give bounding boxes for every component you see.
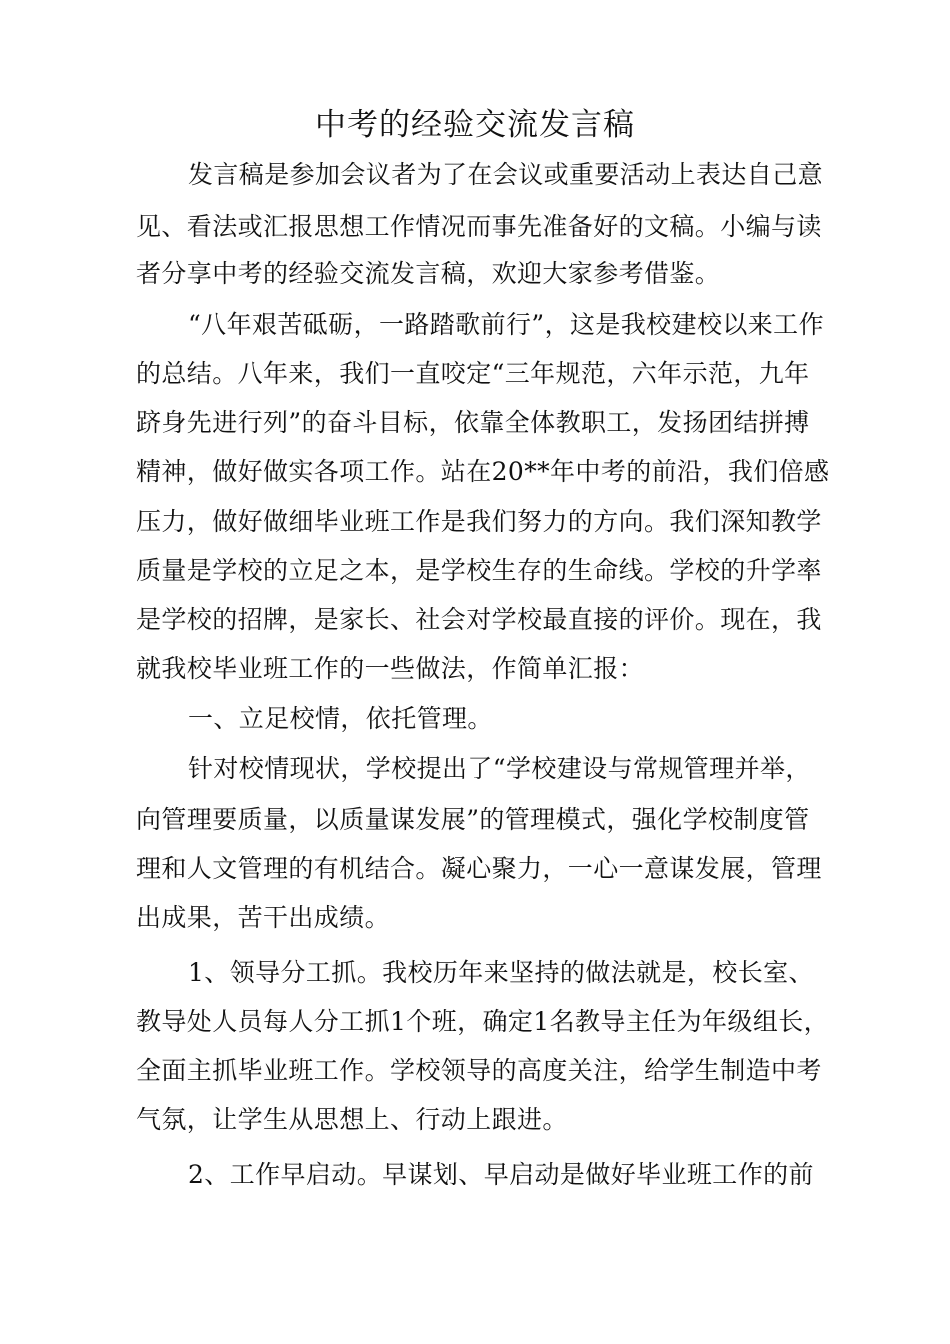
paragraph-line: 就我校毕业班工作的一些做法，作简单汇报： [136,654,645,683]
paragraph-line: 出成果，苦干出成绩。 [136,903,391,932]
paragraph-line: 是学校的招牌，是家长、社会对学校最直接的评价。现在，我 [136,605,822,634]
paragraph-line: 气氛，让学生从思想上、行动上跟进。 [136,1105,568,1134]
paragraph-line: 1、领导分工抓。我校历年来坚持的做法就是，校长室、 [188,958,814,987]
paragraph-line: 跻身先进行列”的奋斗目标，依靠全体教职工，发扬团结拼搏 [136,408,810,437]
paragraph-line: 理和人文管理的有机结合。凝心聚力，一心一意谋发展，管理 [136,854,822,883]
paragraph-line: 针对校情现状，学校提出了“学校建设与常规管理并举， [188,754,811,783]
paragraph-line: 质量是学校的立足之本，是学校生存的生命线。学校的升学率 [136,556,822,585]
paragraph-line: 精神，做好做实各项工作。站在20**年中考的前沿，我们倍感 [136,457,830,486]
paragraph-line: 向管理要质量，以质量谋发展”的管理模式，强化学校制度管 [136,805,810,834]
paragraph-line: 压力，做好做细毕业班工作是我们努力的方向。我们深知教学 [136,507,822,536]
paragraph-line: 者分享中考的经验交流发言稿，欢迎大家参考借鉴。 [136,259,721,288]
paragraph-line: 全面主抓毕业班工作。学校领导的高度关注，给学生制造中考 [136,1056,822,1085]
paragraph-line: 的总结。八年来，我们一直咬定“三年规范，六年示范，九年 [136,359,810,388]
section-heading: 一、立足校情，依托管理。 [188,704,493,733]
document-title: 中考的经验交流发言稿 [315,107,635,143]
paragraph-line: “八年艰苦砥砺，一路踏歌前行”，这是我校建校以来工作 [188,310,824,339]
paragraph-line: 发言稿是参加会议者为了在会议或重要活动上表达自己意 [188,160,824,189]
paragraph-line: 见、看法或汇报思想工作情况而事先准备好的文稿。小编与读 [136,212,822,241]
paragraph-line: 2、工作早启动。早谋划、早启动是做好毕业班工作的前 [188,1160,814,1189]
paragraph-line: 教导处人员每人分工抓1个班，确定1名教导主任为年级组长， [136,1007,830,1036]
